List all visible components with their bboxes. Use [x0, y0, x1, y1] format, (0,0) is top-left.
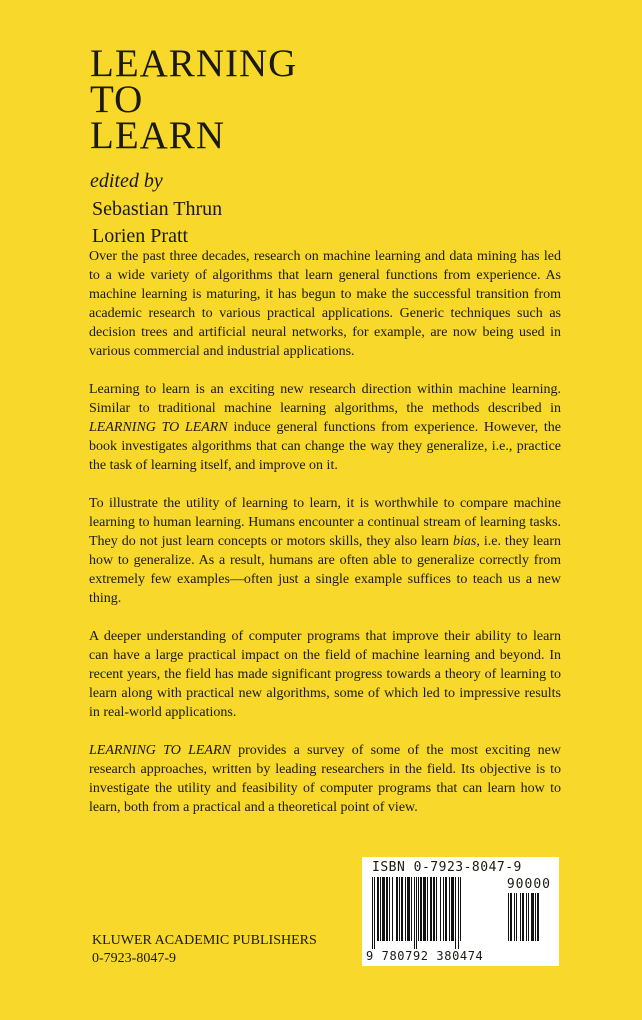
- paragraph-5: [89, 741, 561, 817]
- barcode-bar: [414, 877, 415, 949]
- barcode-bar: [389, 877, 390, 941]
- barcode-bar: [508, 893, 509, 941]
- barcode-bar: [445, 877, 447, 941]
- barcode-bar: [377, 877, 379, 941]
- barcode-bar: [399, 877, 400, 941]
- paragraph-text: , i.e. they learn how to generalize. As a result, humans are often able to generalize correctly from extremely few examples—often just a single example suffices to teach us a new thing.: [89, 534, 562, 606]
- price-code: 90000: [506, 877, 551, 892]
- paragraph-4: A deeper understanding of computer programs that improve their ability to learn can have a large practical impact on the field of machine learning and beyond. In recent years, the field has made significant progress towards a theory of learning to learn along with practical new algorithms, some of which led to impressive results in real-world applications.: [89, 629, 561, 720]
- bias-italic: bias: [453, 534, 477, 549]
- barcode-bar: [386, 877, 388, 941]
- price-barcode-bars: [508, 893, 552, 949]
- barcode-bar: [380, 877, 381, 941]
- barcode-bar: [535, 893, 536, 941]
- barcode-bar: [392, 877, 393, 941]
- paragraph-3: [89, 494, 561, 608]
- barcode-bar: [401, 877, 403, 941]
- back-cover-description: [89, 247, 561, 836]
- barcode-bar: [510, 893, 512, 941]
- paragraph-2: [89, 380, 561, 475]
- barcode-bar: [430, 877, 432, 941]
- barcode-bar: [407, 877, 410, 941]
- barcode-bar: [423, 877, 426, 941]
- barcode-bar: [418, 877, 419, 941]
- barcode-bar: [420, 877, 422, 941]
- barcode-bar: [440, 877, 441, 941]
- barcode-bar: [372, 877, 373, 949]
- publisher-block: [92, 932, 317, 968]
- paragraph-1: Over the past three decades, research on machine learning and data mining has led to a wide variety of algorithms that learn general functions from experience. As machine learning is maturing, it has begun to make the successful transition from academic research to various practical applications. Generic techniques such as decision trees and artificial neural networks, for example, are now being used in various commercial and industrial applications.: [89, 249, 561, 359]
- paragraph-text: Learning to learn is an exciting new research direction within machine learning. Similar to traditional machine learning algorithms, the methods described in: [89, 382, 561, 416]
- barcode-bar: [522, 893, 524, 941]
- isbn-label: ISBN 0-7923-8047-9: [372, 860, 522, 875]
- paragraph-text: induce general functions from experience. However, the book investigates algorithms that can change the way they generalize, i.e., practice the task of learning itself, and improve on it.: [89, 420, 561, 473]
- editors-list: [92, 196, 222, 250]
- barcode-bar: [382, 877, 385, 941]
- barcode-bar: [449, 877, 450, 941]
- barcode-bar: [436, 877, 437, 941]
- ean-barcode-bars: [372, 877, 498, 949]
- barcode-bar: [411, 877, 412, 941]
- publisher-name: KLUWER ACADEMIC PUBLISHERS: [92, 933, 317, 948]
- book-title-italic: LEARNING TO LEARN: [89, 743, 231, 758]
- edited-by-label: edited by: [90, 170, 163, 192]
- editor-name: Lorien Pratt: [92, 225, 189, 247]
- barcode-bar: [396, 877, 398, 941]
- barcode-bar: [531, 893, 534, 941]
- title-line-1: LEARNING: [90, 42, 298, 85]
- book-title: [90, 42, 298, 157]
- paragraph-text: To illustrate the utility of learning to learn, it is worthwhile to compare machine learning to human learning. Humans encounter a continual stream of learning tasks. They do not just learn concepts or motors skills, they also learn: [89, 496, 561, 549]
- paragraph-text: provides a survey of some of the most exciting new research approaches, written by leading researchers in the field. Its objective is to investigate the utility and feasibility of computer programs that can learn how to learn, both from a practical and a theoretical point of view.: [89, 743, 562, 815]
- barcode-bar: [455, 877, 456, 949]
- barcode-bar: [405, 877, 406, 941]
- isbn-barcode: [362, 857, 559, 966]
- barcode-bar: [451, 877, 454, 941]
- title-line-3: LEARN: [90, 114, 225, 157]
- ean-digits: 9 780792 380474: [366, 949, 484, 963]
- barcode-bar: [516, 893, 517, 941]
- barcode-bar: [433, 877, 435, 941]
- barcode-bar: [416, 877, 417, 949]
- barcode-bar: [537, 893, 539, 941]
- barcode-bar: [520, 893, 521, 941]
- barcode-bar: [427, 877, 428, 941]
- barcode-bar: [460, 877, 461, 941]
- barcode-bar: [458, 877, 459, 949]
- barcode-bar: [514, 893, 515, 941]
- publisher-isbn: 0-7923-8047-9: [92, 951, 176, 966]
- title-line-2: TO: [90, 78, 144, 121]
- barcode-bar: [443, 877, 444, 941]
- barcode-bar: [374, 877, 375, 949]
- barcode-bar: [526, 893, 527, 941]
- book-title-italic: LEARNING TO LEARN: [89, 420, 228, 435]
- editor-name: Sebastian Thrun: [92, 198, 223, 220]
- barcode-bar: [528, 893, 529, 941]
